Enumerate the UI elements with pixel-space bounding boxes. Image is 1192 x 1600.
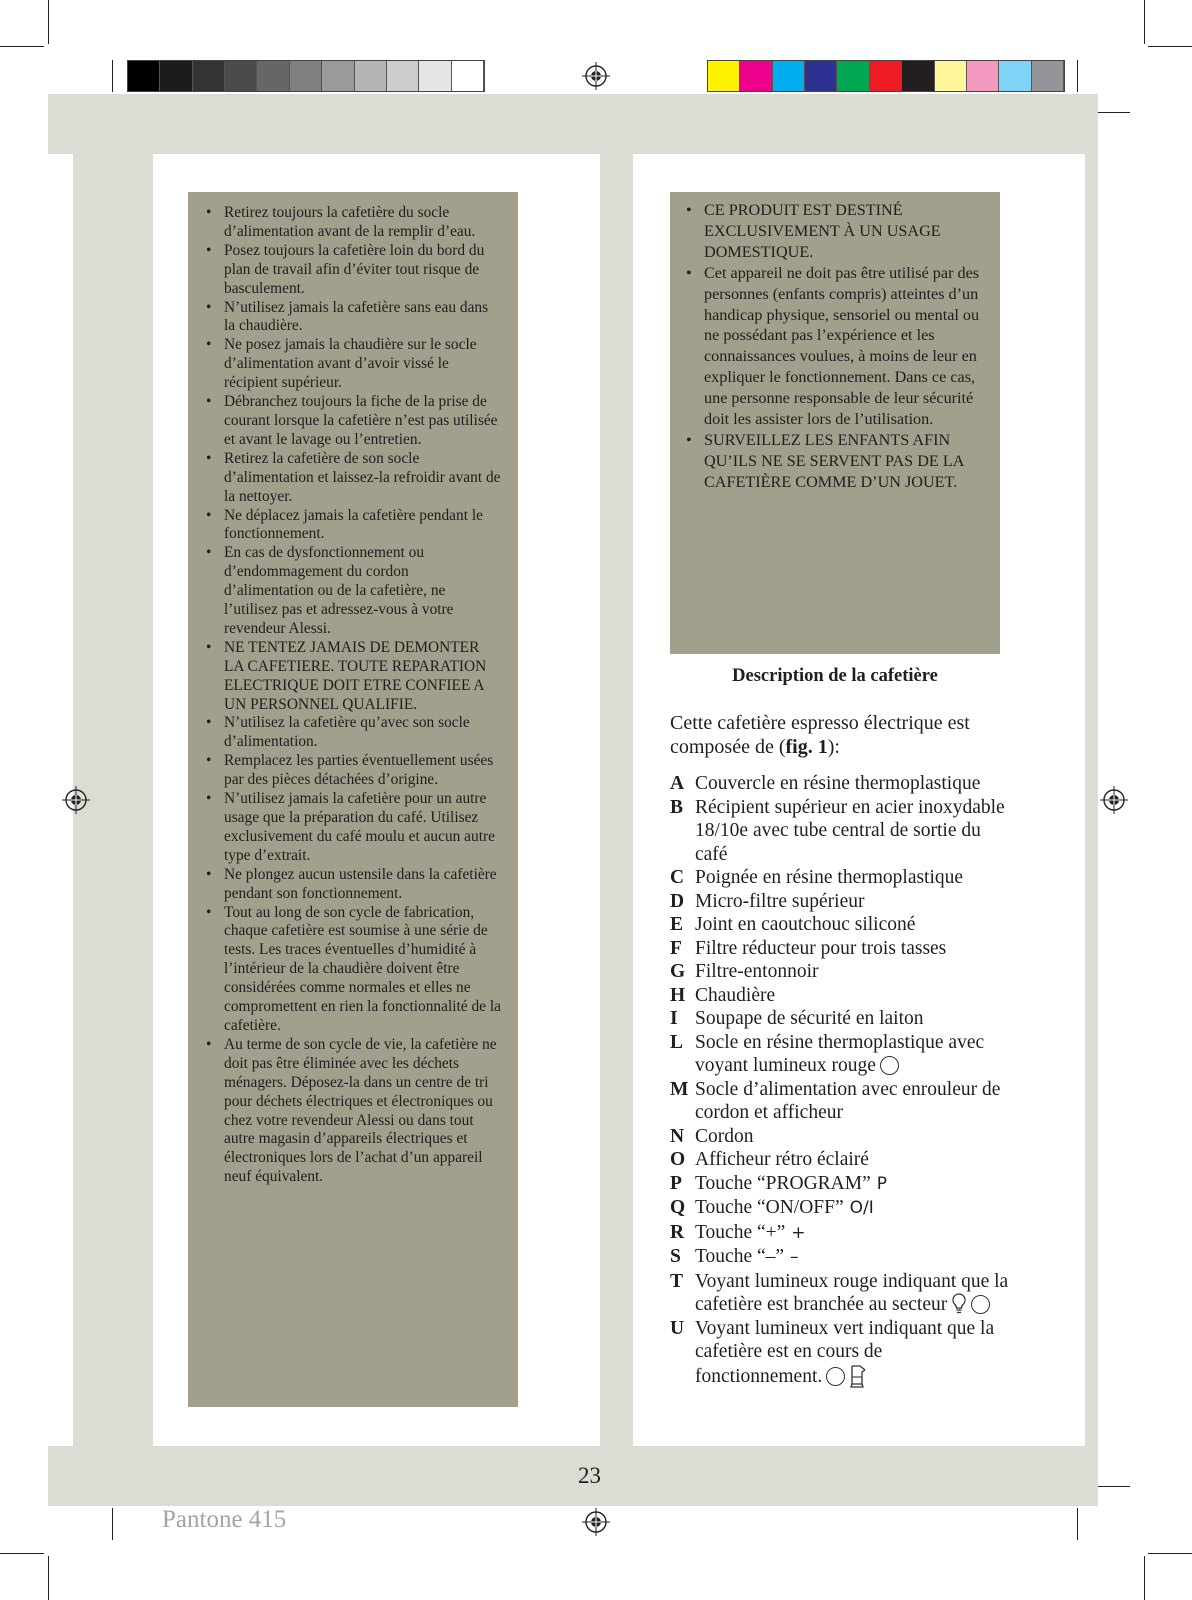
safety-item: • Retirez toujours la cafetière du socle d’alimentation avant de la remplir d’eau. <box>202 204 502 242</box>
part-item <box>670 890 1010 914</box>
safety-item: • Ne déplacez jamais la cafetière pendant le fonctionnement. <box>202 507 502 545</box>
safety-item: • Débranchez toujours la fiche de la prise de courant lorsque la cafetière n’est pas utilisée et avant le lavage ou l’entretien. <box>202 393 502 450</box>
color-swatch <box>870 61 902 91</box>
part-text: Voyant lumineux rouge indiquant que la cafetière est branchée au secteur <box>695 1270 1009 1315</box>
intro-text: Cette cafetière espresso électrique est composée de ( <box>670 712 970 758</box>
color-swatch <box>452 61 484 91</box>
safety-box-right <box>670 192 1000 654</box>
part-text: Couvercle en résine thermoplastique <box>695 773 981 794</box>
part-letter: Q <box>670 1197 686 1218</box>
part-text: Touche “+” <box>695 1221 786 1243</box>
part-letter: P <box>670 1172 682 1194</box>
grayscale-bar <box>127 60 485 92</box>
part-text: Afficheur rétro éclairé <box>695 1149 869 1170</box>
part-text: Filtre-entonnoir <box>695 961 819 982</box>
part-item <box>670 1031 1010 1078</box>
part-letter: B <box>670 796 684 818</box>
bulb-icon <box>947 1294 967 1315</box>
part-item <box>670 937 1010 961</box>
safety-item: • Ne plongez aucun ustensile dans la cafetière pendant son fonctionnement. <box>202 866 502 904</box>
parts-list <box>670 772 1010 1388</box>
description-title: Description de la cafetière <box>732 666 938 686</box>
crop-mark <box>1077 1508 1078 1540</box>
part-item <box>670 1221 1010 1246</box>
part-item <box>670 1148 1010 1172</box>
safety-item: • Ne posez jamais la chaudière sur le socle d’alimentation avant d’avoir vissé le récipient supérieur. <box>202 336 502 393</box>
description-intro <box>670 712 1010 759</box>
color-swatch <box>193 61 225 91</box>
color-swatch <box>225 61 257 91</box>
color-swatch <box>322 61 354 91</box>
part-text: Soupape de sécurité en laiton <box>695 1008 924 1029</box>
part-text: Filtre réducteur pour trois tasses <box>695 937 947 959</box>
part-item <box>670 1172 1010 1197</box>
color-swatch <box>805 61 837 91</box>
part-item <box>670 913 1010 937</box>
part-item <box>670 1078 1010 1125</box>
registration-mark-icon <box>582 62 610 90</box>
indicator-circle-icon <box>826 1367 845 1386</box>
safety-item: • N’utilisez la cafetière qu’avec son socle d’alimentation. <box>202 714 502 752</box>
registration-mark-icon <box>582 1508 610 1536</box>
part-letter: R <box>670 1221 685 1243</box>
part-text: Touche “PROGRAM” <box>695 1172 871 1194</box>
part-letter: N <box>670 1125 685 1147</box>
part-item <box>670 1125 1010 1149</box>
part-text: Micro-filtre supérieur <box>695 890 865 912</box>
color-swatch <box>967 61 999 91</box>
safety-item: • N’utilisez jamais la cafetière pour un autre usage que la préparation du café. Utilisez exclusivement du café moulu et aucun autre type d’extrait. <box>202 790 502 866</box>
part-item <box>670 1270 1010 1317</box>
part-letter: L <box>670 1031 684 1053</box>
color-swatch <box>1032 61 1064 91</box>
crop-mark <box>1148 1553 1192 1554</box>
part-letter: D <box>670 890 685 912</box>
part-item <box>670 772 1010 796</box>
part-letter: G <box>670 961 686 982</box>
part-letter: S <box>670 1246 681 1267</box>
crop-mark <box>48 0 49 44</box>
safety-box-left <box>188 192 518 1407</box>
color-swatch <box>837 61 869 91</box>
color-swatch <box>257 61 289 91</box>
safety-item: • En cas de dysfonctionnement ou d’endommagement du cordon d’alimentation ou de la cafetière, ne l’utilisez pas et adressez-vous à votre revendeur Alessi. <box>202 544 502 639</box>
safety-item: • Remplacez les parties éventuellement usées par des pièces détachées d’origine. <box>202 752 502 790</box>
part-text: Socle en résine thermoplastique avec voyant lumineux rouge <box>695 1031 985 1076</box>
crop-mark <box>1148 46 1192 47</box>
safety-item: • NE TENTEZ JAMAIS DE DEMONTER LA CAFETIERE. TOUTE REPARATION ELECTRIQUE DOIT ETRE CONFIEE A UN PERSONNEL QUALIFIE. <box>202 639 502 715</box>
color-swatch <box>355 61 387 91</box>
part-letter: E <box>670 914 684 935</box>
color-swatch <box>740 61 772 91</box>
safety-item: • Cet appareil ne doit pas être utilisé par des personnes (enfants compris) atteintes d’un handicap physique, sensoriel ou mental ou ne possédant pas l’expérience et les connaissances voulues, à moins de leur en expliquer le fonctionnement. Dans ce cas, une personne responsable de leur sécurité doit les assister lors de l’utilisation. <box>682 263 987 430</box>
part-item <box>670 960 1010 984</box>
registration-mark-icon <box>1100 786 1128 814</box>
pantone-label: Pantone 415 <box>162 1506 287 1533</box>
crop-mark <box>0 46 44 47</box>
indicator-circle-icon <box>971 1295 990 1314</box>
part-text: Chaudière <box>695 984 776 1006</box>
safety-item: • Retirez la cafetière de son socle d’alimentation et laissez-la refroidir avant de la nettoyer. <box>202 450 502 507</box>
safety-item: • CE PRODUIT EST DESTINÉ EXCLUSIVEMENT À UN USAGE DOMESTIQUE. <box>682 200 987 263</box>
safety-item: • N’utilisez jamais la cafetière sans eau dans la chaudière. <box>202 299 502 337</box>
color-swatch <box>708 61 740 91</box>
color-swatch <box>387 61 419 91</box>
button-symbol-icon: P <box>876 1173 888 1194</box>
crop-mark <box>112 1508 113 1540</box>
color-swatch <box>773 61 805 91</box>
crop-mark <box>0 1553 44 1554</box>
part-letter: C <box>670 867 685 888</box>
part-item <box>670 866 1010 890</box>
part-item <box>670 1196 1010 1221</box>
crop-mark <box>1144 1556 1145 1600</box>
color-swatch <box>902 61 934 91</box>
crop-mark <box>112 60 113 92</box>
part-letter: U <box>670 1317 685 1339</box>
part-text: Touche “–” <box>695 1246 785 1267</box>
crop-mark <box>48 1556 49 1600</box>
crop-mark <box>1077 60 1078 92</box>
safety-item: • SURVEILLEZ LES ENFANTS AFIN QU’ILS NE SE SERVENT PAS DE LA CAFETIÈRE COMME D’UN JOUET. <box>682 430 987 493</box>
part-text: Voyant lumineux vert indiquant que la cafetière est en cours de fonctionnement. <box>695 1317 995 1387</box>
part-letter: A <box>670 773 685 794</box>
color-swatch <box>128 61 160 91</box>
figure-reference: fig. 1 <box>785 735 828 758</box>
button-symbol-icon: – <box>790 1247 799 1267</box>
part-letter: F <box>670 937 682 959</box>
part-letter: T <box>670 1270 684 1292</box>
part-item <box>670 1245 1010 1270</box>
crop-mark <box>1144 0 1145 44</box>
crop-mark <box>1098 112 1130 113</box>
part-text: Socle d’alimentation avec enrouleur de cordon et afficheur <box>695 1078 1001 1123</box>
safety-item: • Tout au long de son cycle de fabrication, chaque cafetière est soumise à une série de tests. Les traces éventuelles d’humidité à l’intérieur de la chaudière doivent être considérées comme normales et elles ne compromettent en rien la fonctionnalité de la cafetière. <box>202 904 502 1036</box>
part-text: Récipient supérieur en acier inoxydable 18/10e avec tube central de sortie du café <box>695 796 1005 865</box>
part-letter: I <box>670 1008 678 1029</box>
part-text: Poignée en résine thermoplastique <box>695 867 964 888</box>
part-text: Cordon <box>695 1125 754 1147</box>
part-item <box>670 1317 1010 1389</box>
color-swatch <box>999 61 1031 91</box>
button-symbol-icon: O/I <box>849 1198 874 1218</box>
safety-item: • Au terme de son cycle de vie, la cafetière ne doit pas être éliminée avec les déchets ménagers. Déposez-la dans un centre de tri pour déchets électriques et électroniques ou chez votre revendeur Alessi ou dans tout autre magasin d’appareils électriques et électroniques lors de l’achat d’un appareil neuf équivalent. <box>202 1036 502 1187</box>
color-bar <box>707 60 1065 92</box>
safety-list-left <box>202 204 502 1187</box>
registration-mark-icon <box>62 786 90 814</box>
safety-list-right <box>682 200 987 493</box>
part-item <box>670 1007 1010 1031</box>
indicator-circle-icon <box>880 1056 899 1075</box>
intro-text-end: ): <box>827 735 840 758</box>
part-letter: M <box>670 1078 689 1100</box>
part-text: Touche “ON/OFF” <box>695 1197 844 1218</box>
part-item <box>670 796 1010 867</box>
crop-mark <box>1098 1486 1130 1487</box>
coffee-pot-icon <box>845 1366 867 1387</box>
color-swatch <box>419 61 451 91</box>
page-number: 23 <box>578 1463 601 1488</box>
part-letter: H <box>670 984 686 1006</box>
part-text: Joint en caoutchouc siliconé <box>695 914 916 935</box>
part-item <box>670 984 1010 1008</box>
color-swatch <box>935 61 967 91</box>
color-swatch <box>160 61 192 91</box>
color-swatch <box>290 61 322 91</box>
safety-item: • Posez toujours la cafetière loin du bord du plan de travail afin d’éviter tout risque de basculement. <box>202 242 502 299</box>
part-letter: O <box>670 1149 686 1170</box>
button-symbol-icon: + <box>791 1222 806 1243</box>
